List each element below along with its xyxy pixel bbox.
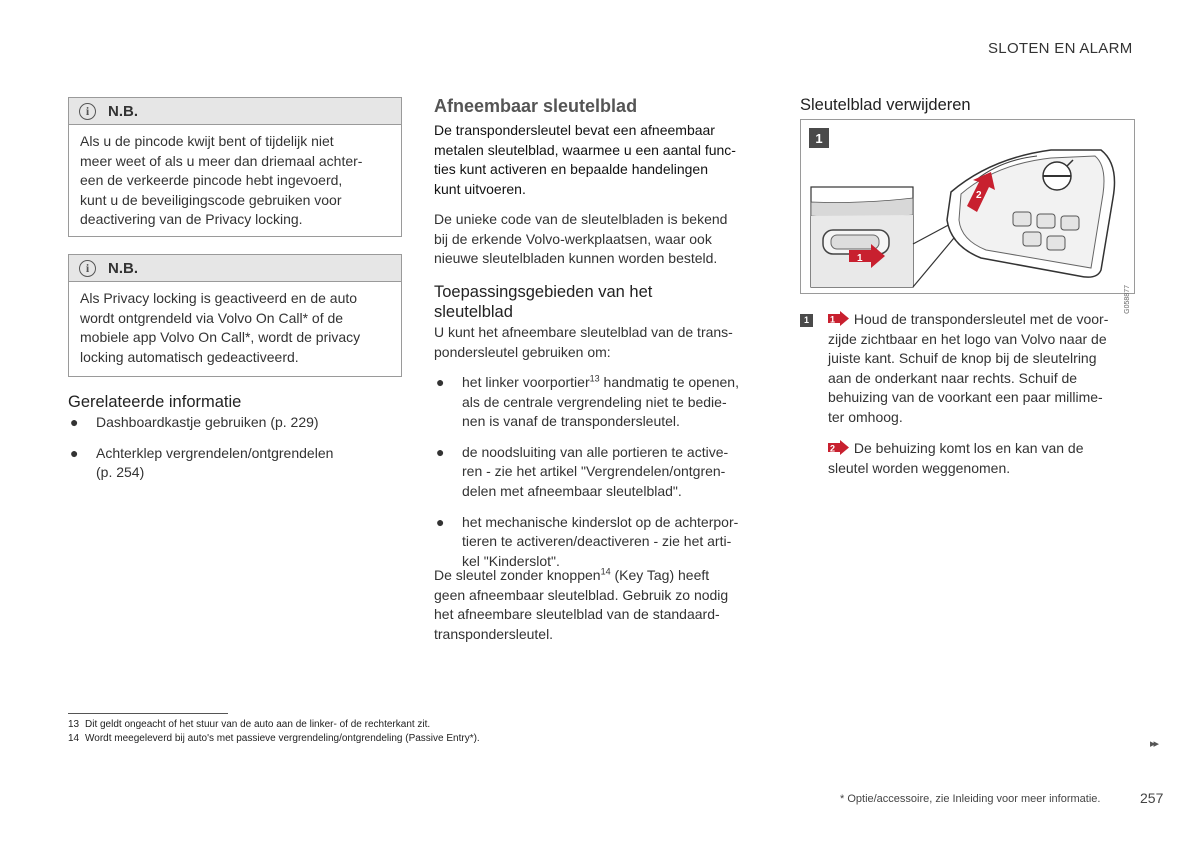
text-line: handmatig te openen, — [599, 374, 739, 390]
text-line: het linker voorportier — [462, 374, 590, 390]
text-line: De behuizing komt los en kan van de — [853, 440, 1084, 456]
text-line: zijde zichtbaar en het logo van Volvo naar de — [828, 330, 1107, 347]
page-number: 257 — [1140, 790, 1164, 806]
text-line: De sleutel zonder knoppen — [434, 567, 601, 583]
keytag-paragraph — [434, 566, 774, 644]
text-line: de noodsluiting van alle portieren te active- — [462, 443, 729, 460]
related-list — [68, 413, 408, 494]
note-line: mobiele app Volvo On Call*, wordt de privacy — [80, 329, 361, 346]
text-line: De transpondersleutel bevat een afneembaar — [434, 122, 715, 138]
note-box-pincode — [68, 97, 402, 237]
note-title: N.B. — [108, 259, 138, 277]
text-line: het mechanische kinderslot op de achterpor- — [462, 513, 739, 530]
svg-text:2: 2 — [830, 443, 836, 454]
step-1 — [800, 310, 1140, 428]
option-note: * Optie/accessoire, zie Inleiding voor meer informatie. — [840, 793, 1101, 805]
text-line: nieuwe sleutelbladen kunnen worden besteld. — [434, 250, 718, 267]
text-line: behuizing van de voorkant een paar millime- — [828, 389, 1103, 406]
subheading-line: Toepassingsgebieden van het — [434, 283, 653, 301]
section-title-key-blade: Afneembaar sleutelblad — [434, 96, 638, 116]
note-line: kunt u de beveiligingscode gebruiken voor — [80, 191, 342, 208]
code-paragraph — [434, 210, 774, 269]
section-title-remove-blade: Sleutelblad verwijderen — [800, 96, 971, 114]
usage-item: ● de noodsluiting van alle portieren te active- ren - zie het artikel "Vergrendelen/ontgren- delen met afneembaar sleutelblad". — [434, 443, 779, 502]
text-line: delen met afneembaar sleutelblad". — [462, 482, 682, 499]
text-line: De unieke code van de sleutelbladen is bekend — [434, 211, 728, 227]
related-link-glovebox[interactable]: ● Dashboardkastje gebruiken (p. 229) — [70, 414, 319, 430]
footnote-13 — [68, 719, 430, 730]
step-badge: 1 — [800, 314, 813, 327]
note-header — [69, 255, 401, 282]
continue-arrows-icon[interactable]: ▸▸ — [1150, 738, 1158, 750]
text-line: nen is vanaf de transpondersleutel. — [462, 413, 680, 430]
footnote-ref[interactable]: 13 — [589, 373, 600, 384]
link-text: (p. 254) — [96, 464, 145, 481]
red-arrow-2-icon — [828, 440, 850, 455]
footnote-divider — [68, 713, 228, 714]
text-line: sleutel worden weggenomen. — [828, 459, 1011, 476]
text-line: ter omhoog. — [828, 408, 903, 425]
footnote-text: Wordt meegeleverd bij auto's met passieve vergrendeling/ontgrendeling (Passive Entry*). — [85, 733, 480, 744]
text-line: transpondersleutel. — [434, 625, 554, 642]
svg-text:1: 1 — [830, 314, 836, 325]
text-line: als de centrale vergrendeling niet te bedie- — [462, 393, 727, 410]
footnote-14 — [68, 733, 480, 744]
text-line: bij de erkende Volvo-werkplaatsen, waar ook — [434, 230, 712, 247]
footnote-number: 13 — [68, 719, 80, 730]
text-line: U kunt het afneembare sleutelblad van de trans- — [434, 324, 733, 340]
text-line: het afneembare sleutelblad van de standaard- — [434, 606, 720, 623]
subheading-line: sleutelblad — [434, 303, 513, 321]
key-drawing — [801, 120, 1134, 293]
note-header — [69, 98, 401, 125]
step-2 — [828, 439, 1138, 478]
note-line: Als u de pincode kwijt bent of tijdelijk niet — [80, 133, 334, 149]
note-line: een de verkeerde pincode hebt ingevoerd, — [80, 172, 343, 189]
link-text: Dashboardkastje gebruiken (p. 229) — [96, 414, 319, 430]
text-line: (Key Tag) heeft — [610, 567, 710, 583]
text-line: ties kunt activeren en bepaalde handelingen — [434, 161, 708, 178]
note-title: N.B. — [108, 102, 138, 120]
usage-item: ● het linker voorportier$^{13}$ handmatig te openen, als de centrale vergrendeling niet te bedie- nen is vanaf de transpondersleutel. — [434, 373, 779, 432]
footnote-text: Dit geldt ongeacht of het stuur van de auto aan de linker- of de rechterkant zit. — [85, 719, 431, 730]
info-icon: i — [79, 260, 96, 277]
text-line: juiste kant. Schuif de knop bij de sleutelring — [828, 350, 1097, 367]
note-line: wordt ontgrendeld via Volvo On Call* of de — [80, 309, 344, 326]
svg-text:1: 1 — [857, 253, 863, 264]
footnote-ref[interactable]: 14 — [600, 566, 611, 577]
text-line: aan de onderkant naar rechts. Schuif de — [828, 369, 1078, 386]
note-line: Als Privacy locking is geactiveerd en de auto — [80, 290, 358, 306]
usage-subheading — [434, 282, 652, 322]
svg-text:2: 2 — [976, 190, 982, 201]
note-text — [69, 282, 401, 376]
usage-item: ● het mechanische kinderslot op de achterpor- tieren te activeren/deactiveren - zie het arti- kel "Kinderslot". — [434, 513, 779, 572]
note-line: deactivering van de Privacy locking. — [80, 211, 303, 228]
related-link-tailgate[interactable]: ● Achterklep vergrendelen/ontgrendelen (p. 254) — [68, 444, 408, 483]
text-line: Houd de transpondersleutel met de voor- — [853, 311, 1109, 327]
usage-list — [434, 373, 779, 582]
text-line: kunt uitvoeren. — [434, 180, 526, 197]
text-line: ren - zie het artikel "Vergrendelen/ontgren- — [462, 463, 726, 480]
link-text: Achterklep vergrendelen/ontgrendelen — [96, 444, 334, 461]
note-line: meer weet of als u meer dan driemaal achter- — [80, 152, 363, 169]
section-header: SLOTEN EN ALARM — [988, 40, 1133, 57]
info-icon: i — [79, 103, 96, 120]
text-line: geen afneembaar sleutelblad. Gebruik zo nodig — [434, 586, 729, 603]
intro-paragraph — [434, 121, 774, 199]
note-box-privacy — [68, 254, 402, 377]
note-text — [69, 125, 401, 239]
note-line: locking automatisch gedeactiveerd. — [80, 348, 299, 365]
text-line: kel "Kinderslot". — [462, 552, 560, 569]
related-heading: Gerelateerde informatie — [68, 393, 242, 411]
usage-intro — [434, 323, 774, 362]
key-illustration — [800, 119, 1135, 314]
text-line: tieren te activeren/deactiveren - zie het arti- — [462, 533, 732, 550]
figure-code: G058877 — [1124, 285, 1131, 314]
footnote-number: 14 — [68, 733, 80, 744]
text-line: pondersleutel gebruiken om: — [434, 343, 611, 360]
red-arrow-1-icon — [828, 311, 850, 326]
figure-badge: 1 — [809, 128, 829, 148]
text-line: metalen sleutelblad, waarmee u een aantal func- — [434, 141, 736, 158]
